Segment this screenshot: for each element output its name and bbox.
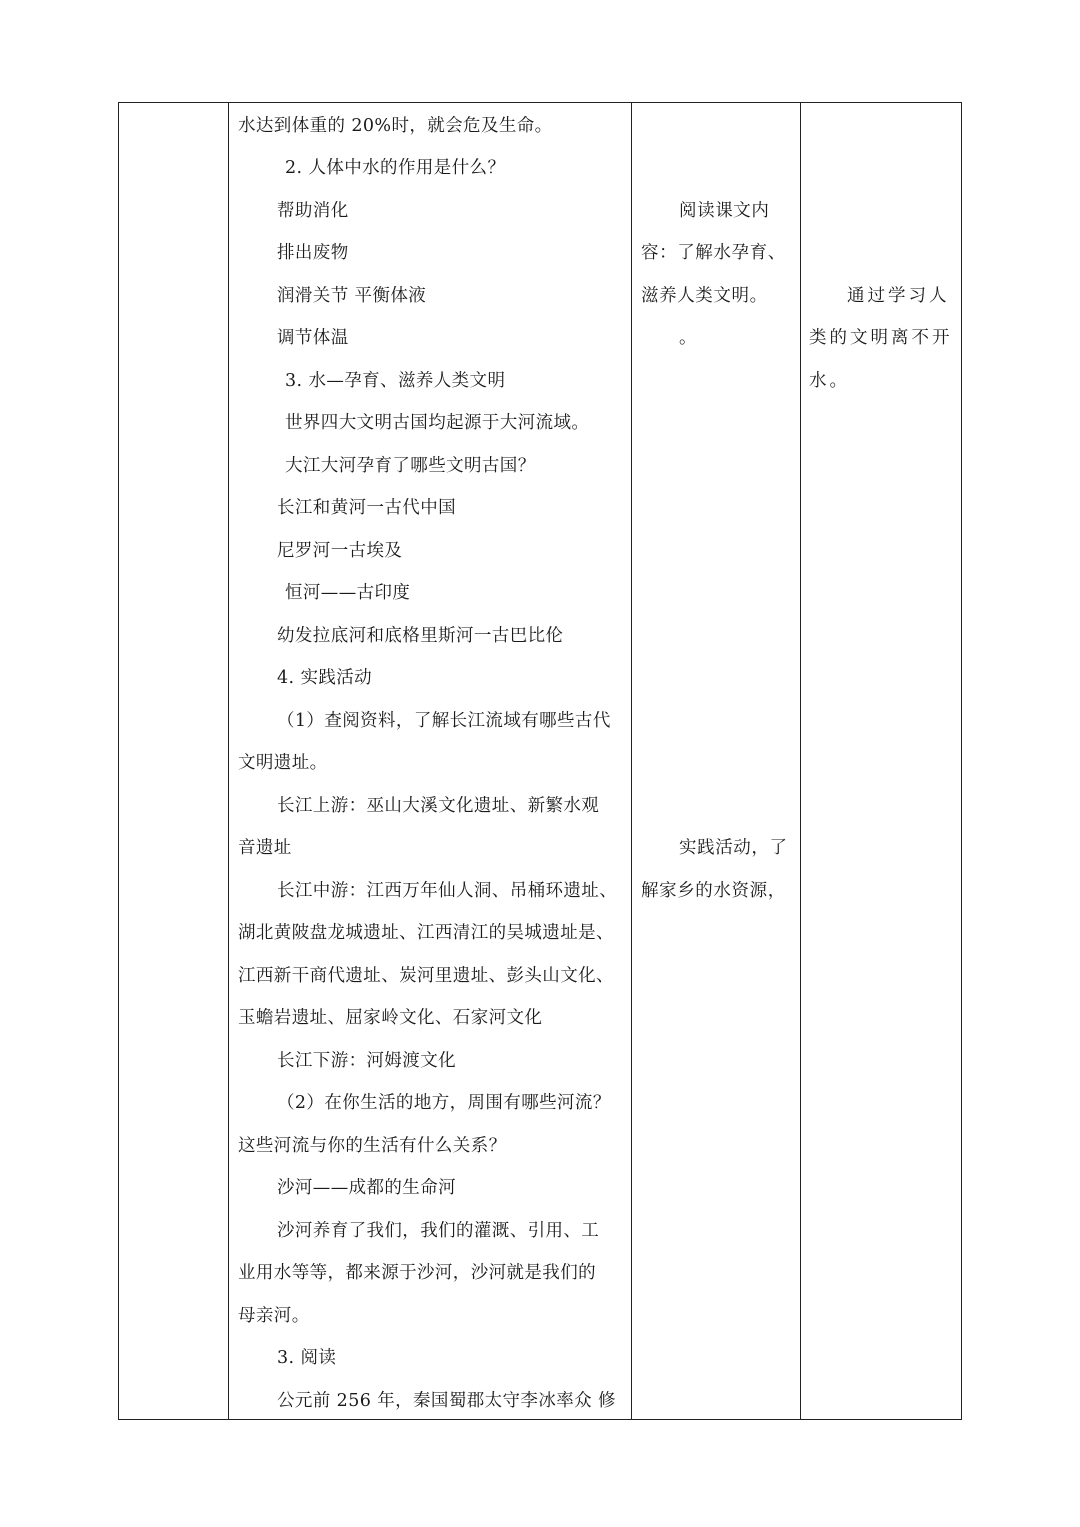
intent-line: 通过学习人 [847, 286, 950, 306]
content-line: 世界四大文明古国均起源于大河流域。 [285, 413, 590, 433]
content-line: 长江上游：巫山大溪文化遗址、新繁水观 [277, 796, 600, 816]
content-line: 公元前 256 年，秦国蜀郡太守李冰率众 修 [277, 1391, 616, 1411]
content-line: 润滑关节 平衡体液 [277, 286, 427, 306]
activity-line: 实践活动，了 [679, 838, 788, 858]
content-line: 文明遗址。 [238, 753, 328, 773]
content-line: 长江下游：河姆渡文化 [277, 1051, 456, 1071]
activity-line: 阅读课文内 [679, 201, 770, 221]
content-line: 4. 实践活动 [277, 668, 373, 688]
content-line: 业用水等等，都来源于沙河，沙河就是我们的 [238, 1263, 596, 1283]
content-line: 调节体温 [277, 328, 349, 348]
content-line: 帮助消化 [277, 201, 349, 221]
activity-line: 滋养人类文明。 [641, 286, 768, 306]
activity-line: 容：了解水孕育、 [641, 243, 786, 263]
content-line: 2. 人体中水的作用是什么？ [285, 158, 506, 178]
content-line: 排出废物 [277, 243, 349, 263]
content-line: 江西新干商代遗址、炭河里遗址、彭头山文化、 [238, 966, 614, 986]
content-line: 音遗址 [238, 838, 292, 858]
content-line: 沙河——成都的生命河 [277, 1178, 456, 1198]
activity-line: 解家乡的水资源， [641, 881, 786, 901]
content-line: 湖北黄陂盘龙城遗址、江西清江的吴城遗址是、 [238, 923, 614, 943]
content-line: （1）查阅资料，了解长江流域有哪些古代 [277, 711, 611, 731]
activity-line: 。 [679, 328, 698, 348]
intent-line: 水。 [809, 371, 850, 391]
content-line: （2）在你生活的地方，周围有哪些河流？ [277, 1093, 611, 1113]
lesson-plan-table [118, 102, 962, 1420]
content-line: 玉蟾岩遗址、屈家岭文化、石家河文化 [238, 1008, 543, 1028]
content-line: 大江大河孕育了哪些文明古国？ [285, 456, 536, 476]
column-divider [228, 103, 229, 1419]
content-line: 幼发拉底河和底格里斯河一古巴比伦 [277, 626, 564, 646]
intent-line: 类的文明离不开 [809, 328, 953, 348]
content-line: 尼罗河一古埃及 [277, 541, 403, 561]
content-line: 3. 水—孕育、滋养人类文明 [285, 371, 506, 391]
column-divider [631, 103, 632, 1419]
content-line: 3. 阅读 [277, 1348, 337, 1368]
column-divider [800, 103, 801, 1419]
content-line: 长江中游：江西万年仙人洞、吊桶环遗址、 [277, 881, 618, 901]
content-line: 这些河流与你的生活有什么关系？ [238, 1136, 507, 1156]
content-line: 恒河——古印度 [285, 583, 411, 603]
content-line: 母亲河。 [238, 1306, 310, 1326]
content-line: 沙河养育了我们，我们的灌溉、引用、工 [277, 1221, 600, 1241]
content-line: 长江和黄河一古代中国 [277, 498, 456, 518]
content-line: 水达到体重的 20%时，就会危及生命。 [238, 116, 553, 136]
